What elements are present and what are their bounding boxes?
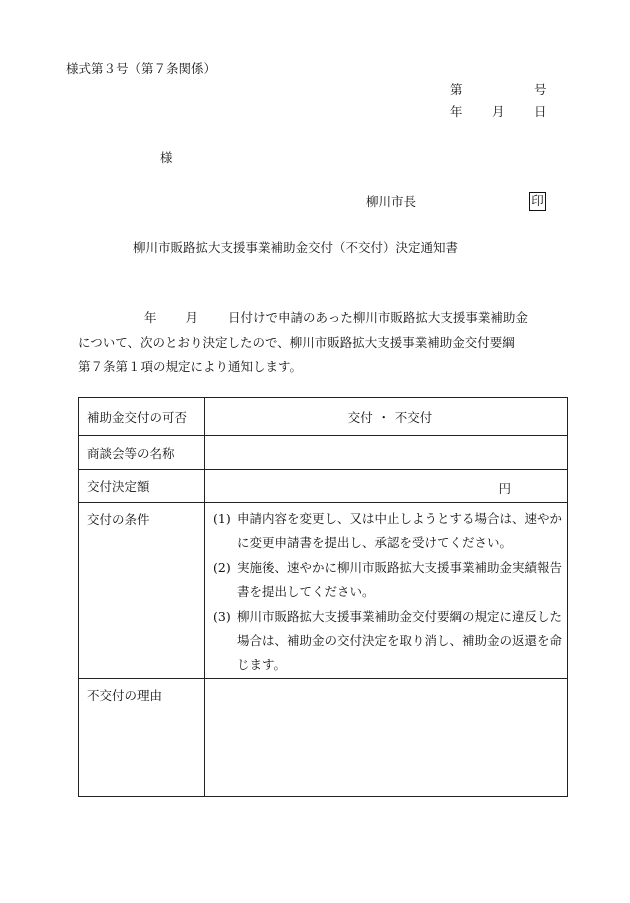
condition-item-1 bbox=[213, 507, 567, 556]
table-row bbox=[79, 678, 568, 796]
date-day: 日 bbox=[534, 104, 547, 119]
decision-table bbox=[78, 397, 568, 797]
event-name-value bbox=[205, 436, 568, 470]
body-line-2: について、次のとおり決定したので、柳川市販路拡大支援事業補助金交付要綱 bbox=[78, 334, 515, 350]
row-label-conditions: 交付の条件 bbox=[79, 503, 205, 679]
body-line-3: 第７条第１項の規定により通知します。 bbox=[78, 359, 303, 374]
addressee-honorific: 様 bbox=[160, 150, 173, 165]
body-line-1 bbox=[78, 306, 568, 331]
date-month: 月 bbox=[492, 104, 505, 119]
row-label-event-name: 商談会等の名称 bbox=[79, 436, 205, 470]
condition-number: (3) bbox=[213, 608, 231, 624]
option-grant: 交付 bbox=[347, 409, 373, 425]
condition-number: (1) bbox=[213, 511, 231, 526]
condition-item-2 bbox=[213, 556, 567, 605]
notice-body bbox=[78, 306, 568, 380]
conditions-list bbox=[205, 503, 568, 679]
row-label-amount: 交付決定額 bbox=[79, 470, 205, 503]
condition-text: 柳川市販路拡大支援事業補助金交付要綱の規定に違反した場合は、補助金の交付決定を取り消し、補助金の返還を命じます。 bbox=[237, 608, 563, 673]
option-non-grant: 不交付 bbox=[394, 409, 433, 425]
document-number-suffix: 号 bbox=[534, 82, 547, 97]
row-label-rejection-reason: 不交付の理由 bbox=[79, 678, 205, 796]
condition-text: 申請内容を変更し、又は中止しようとする場合は、速やかに変更申請書を提出し、承認を受けてください。 bbox=[237, 511, 563, 551]
body-month: 月 bbox=[185, 310, 199, 325]
result-options bbox=[205, 398, 568, 436]
condition-number: (2) bbox=[213, 559, 231, 575]
table-row bbox=[79, 398, 568, 436]
date-year: 年 bbox=[450, 104, 463, 119]
option-separator: ・ bbox=[377, 409, 390, 425]
rejection-reason-value bbox=[205, 678, 568, 796]
body-year: 年 bbox=[144, 310, 157, 325]
body-line-1-text: 日付けで申請のあった柳川市販路拡大支援事業補助金 bbox=[228, 310, 528, 325]
seal-mark: 印 bbox=[529, 192, 546, 211]
amount-unit: 円 bbox=[205, 470, 568, 503]
condition-item-3 bbox=[213, 605, 567, 678]
form-label: 様式第３号（第７条関係） bbox=[66, 61, 217, 76]
row-label-result: 補助金交付の可否 bbox=[79, 398, 205, 436]
document-number-prefix: 第 bbox=[450, 82, 463, 97]
sender-name: 柳川市長 bbox=[366, 194, 417, 209]
condition-text: 実施後、速やかに柳川市販路拡大支援事業補助金実績報告書を提出してください。 bbox=[237, 559, 563, 600]
table-row bbox=[79, 436, 568, 470]
table-row bbox=[79, 470, 568, 503]
document-title: 柳川市販路拡大支援事業補助金交付（不交付）決定通知書 bbox=[133, 240, 459, 255]
table-row bbox=[79, 503, 568, 679]
